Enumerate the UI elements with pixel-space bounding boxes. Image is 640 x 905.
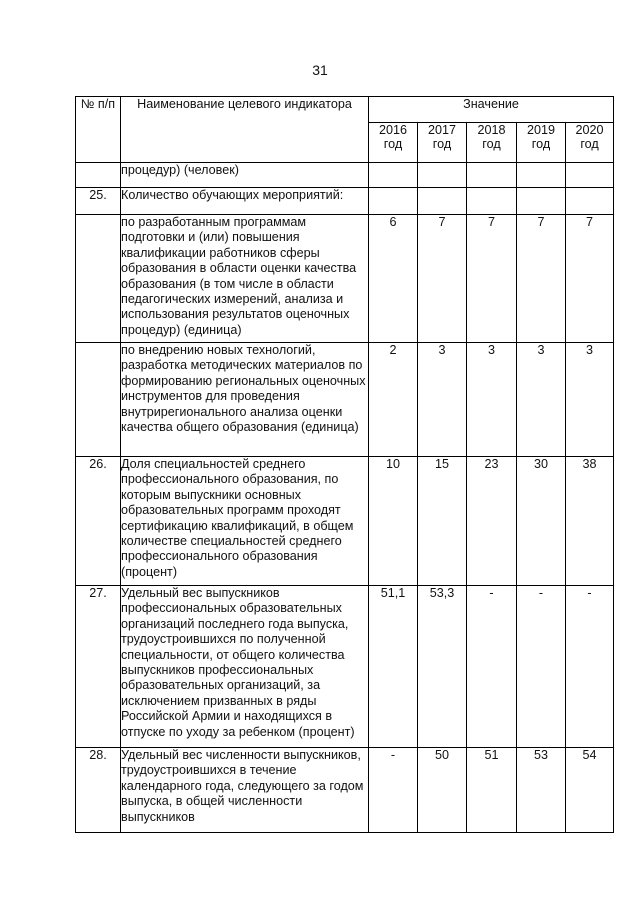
year-2017: [418, 123, 467, 163]
row-num: [76, 163, 121, 188]
year-2019: [517, 123, 566, 163]
year-label: 2019: [526, 123, 556, 137]
row-value: [418, 188, 467, 215]
row-value: 10: [369, 457, 418, 586]
header-row-top: [76, 97, 614, 123]
row-value: -: [566, 586, 614, 748]
row-num: 26.: [76, 457, 121, 586]
year-unit: год: [432, 137, 452, 151]
row-value: 51,1: [369, 586, 418, 748]
table-row: [76, 457, 614, 586]
year-2016: [369, 123, 418, 163]
table-row: [76, 215, 614, 343]
row-name: процедур) (человек): [121, 163, 369, 188]
row-num: 27.: [76, 586, 121, 748]
year-unit: год: [580, 137, 599, 151]
row-value: 7: [517, 215, 566, 343]
row-value: 30: [517, 457, 566, 586]
row-value: -: [517, 586, 566, 748]
year-2020: [566, 123, 614, 163]
year-label: 2016: [378, 123, 408, 137]
row-value: [467, 163, 517, 188]
indicators-table: [75, 96, 614, 833]
table-row: [76, 586, 614, 748]
row-num: 28.: [76, 748, 121, 833]
row-value: 6: [369, 215, 418, 343]
row-num: 25.: [76, 188, 121, 215]
row-value: [467, 188, 517, 215]
row-name: Удельный вес выпускников профессиональных образовательных организаций последнего года выпуска, трудоустроившихся по полученной специальности, от общего количества выпускников профессиональных образовательных организаций, за исключением призванных в ряды Российской Армии и находящихся в отпуске по уходу за ребенком (процент): [121, 586, 369, 748]
row-value: 7: [566, 215, 614, 343]
row-name: Доля специальностей среднего профессионального образования, по которым выпускники основных образовательных программ проходят сертификацию квалификаций, в общем количестве специальностей среднего профессионального образования (процент): [121, 457, 369, 586]
row-value: 53: [517, 748, 566, 833]
row-value: 3: [418, 343, 467, 457]
row-value: 38: [566, 457, 614, 586]
row-value: [566, 163, 614, 188]
row-name: Удельный вес численности выпускников, трудоустроившихся в течение календарного года, следующего за годом выпуска, в общей численности выпускников: [121, 748, 369, 833]
row-value: [517, 163, 566, 188]
row-value: 54: [566, 748, 614, 833]
row-value: 50: [418, 748, 467, 833]
year-label: 2020: [575, 123, 604, 137]
header-name-col: Наименование целевого индикатора: [121, 97, 369, 163]
row-num: [76, 343, 121, 457]
year-2018: [467, 123, 517, 163]
year-label: 2017: [427, 123, 457, 137]
row-value: 3: [517, 343, 566, 457]
row-value: 15: [418, 457, 467, 586]
row-value: [369, 188, 418, 215]
row-value: [369, 163, 418, 188]
row-value: [517, 188, 566, 215]
table-row: [76, 343, 614, 457]
row-value: -: [467, 586, 517, 748]
row-value: [566, 188, 614, 215]
table-row: [76, 188, 614, 215]
row-value: 7: [418, 215, 467, 343]
row-value: 51: [467, 748, 517, 833]
year-unit: год: [531, 137, 551, 151]
row-value: 2: [369, 343, 418, 457]
header-num-col: № п/п: [76, 97, 121, 163]
row-value: 3: [467, 343, 517, 457]
page-number: 31: [312, 62, 328, 78]
year-unit: год: [482, 137, 501, 151]
row-num: [76, 215, 121, 343]
row-value: 23: [467, 457, 517, 586]
header-value-group: Значение: [369, 97, 614, 123]
row-value: [418, 163, 467, 188]
row-value: 3: [566, 343, 614, 457]
row-name: по разработанным программам подготовки и (или) повышения квалификации работников сферы образования в области оценки качества образования (в том числе в области педагогических измерений, анализа и использования результатов оценочных процедур) (единица): [121, 215, 369, 343]
row-name: Количество обучающих мероприятий:: [121, 188, 369, 215]
row-name: по внедрению новых технологий, разработка методических материалов по формированию региональных оценочных инструментов для проведения внутрирегионального анализа оценки качества общего образования (единица): [121, 343, 369, 457]
table-row: [76, 163, 614, 188]
row-value: -: [369, 748, 418, 833]
table-row: [76, 748, 614, 833]
year-label: 2018: [477, 123, 506, 137]
row-value: 7: [467, 215, 517, 343]
year-unit: год: [383, 137, 403, 151]
row-value: 53,3: [418, 586, 467, 748]
